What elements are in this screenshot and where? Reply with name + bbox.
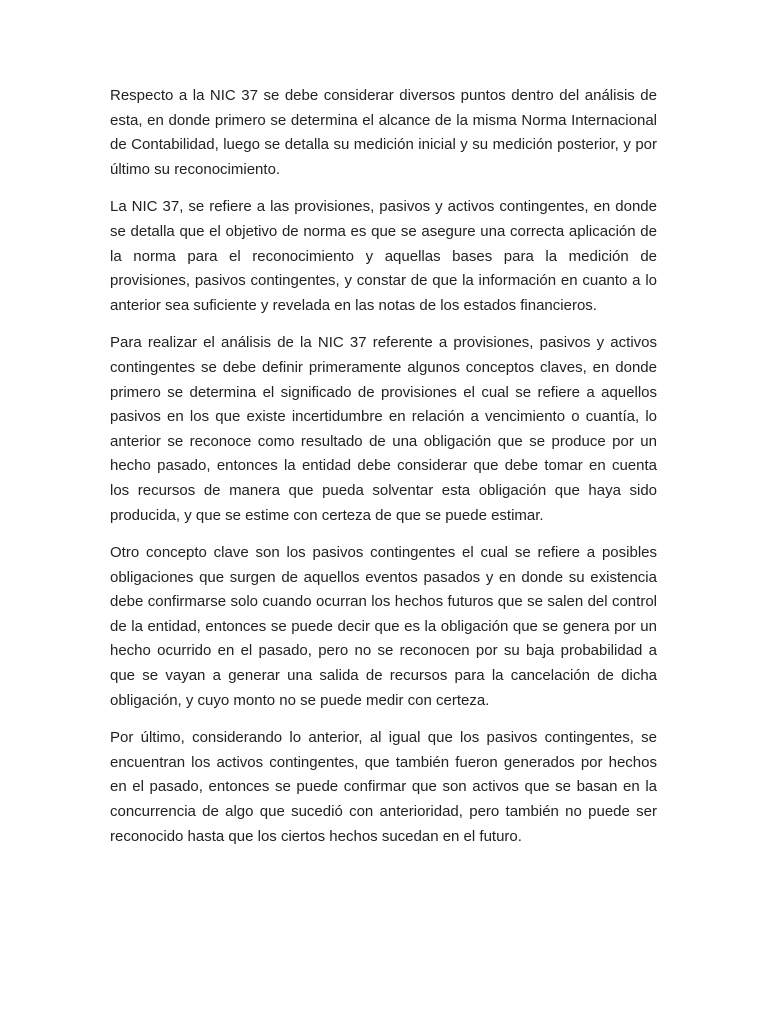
paragraph-activos-contingentes: Por último, considerando lo anterior, al igual que los pasivos contingentes, se encuentran los activos contingentes, que también fueron generados por hechos en el pasado, entonces se puede confirmar que son activos que se basan en la concurrencia de algo que sucedió con anterioridad, pero también no puede ser reconocido hasta que los ciertos hechos sucedan en el futuro. — [110, 729, 657, 845]
paragraph-provisiones: Para realizar el análisis de la NIC 37 referente a provisiones, pasivos y activos contingentes se debe definir primeramente algunos conceptos claves, en donde primero se determina el significado de provisiones el cual se refiere a aquellos pasivos en los que existe incertidumbre en relación a vencimiento o cuantía, lo anterior se reconoce como resultado de una obligación que se produce por un hecho pasado, entonces la entidad debe considerar que debe tomar en cuenta los recursos de manera que pueda solventar esta obligación que haya sido producida, y que se estime con certeza de que se puede estimar. — [110, 334, 657, 524]
paragraph-pasivos-contingentes: Otro concepto clave son los pasivos contingentes el cual se refiere a posibles obligaciones que surgen de aquellos eventos pasados y en donde su existencia debe confirmarse solo cuando ocurran los hechos futuros que se salen del control de la entidad, entonces se puede decir que es la obligación que se genera por un hecho ocurrido en el pasado, pero no se reconocen por su baja probabilidad a que se vayan a generar una salida de recursos para la cancelación de dicha obligación, y cuyo monto no se puede medir con certeza. — [110, 544, 657, 709]
paragraph-nic37-definition: La NIC 37, se refiere a las provisiones, pasivos y activos contingentes, en donde se detalla que el objetivo de norma es que se asegure una correcta aplicación de la norma para el reconocimiento y aquellas bases para la medición de provisiones, pasivos contingentes, y constar de que la información en cuanto a lo anterior sea suficiente y revelada en las notas de los estados financieros. — [110, 198, 657, 314]
paragraph-intro: Respecto a la NIC 37 se debe considerar diversos puntos dentro del análisis de esta, en donde primero se determina el alcance de la misma Norma Internacional de Contabilidad, luego se detalla su medición inicial y su medición posterior, y por último su reconocimiento. — [110, 87, 657, 178]
